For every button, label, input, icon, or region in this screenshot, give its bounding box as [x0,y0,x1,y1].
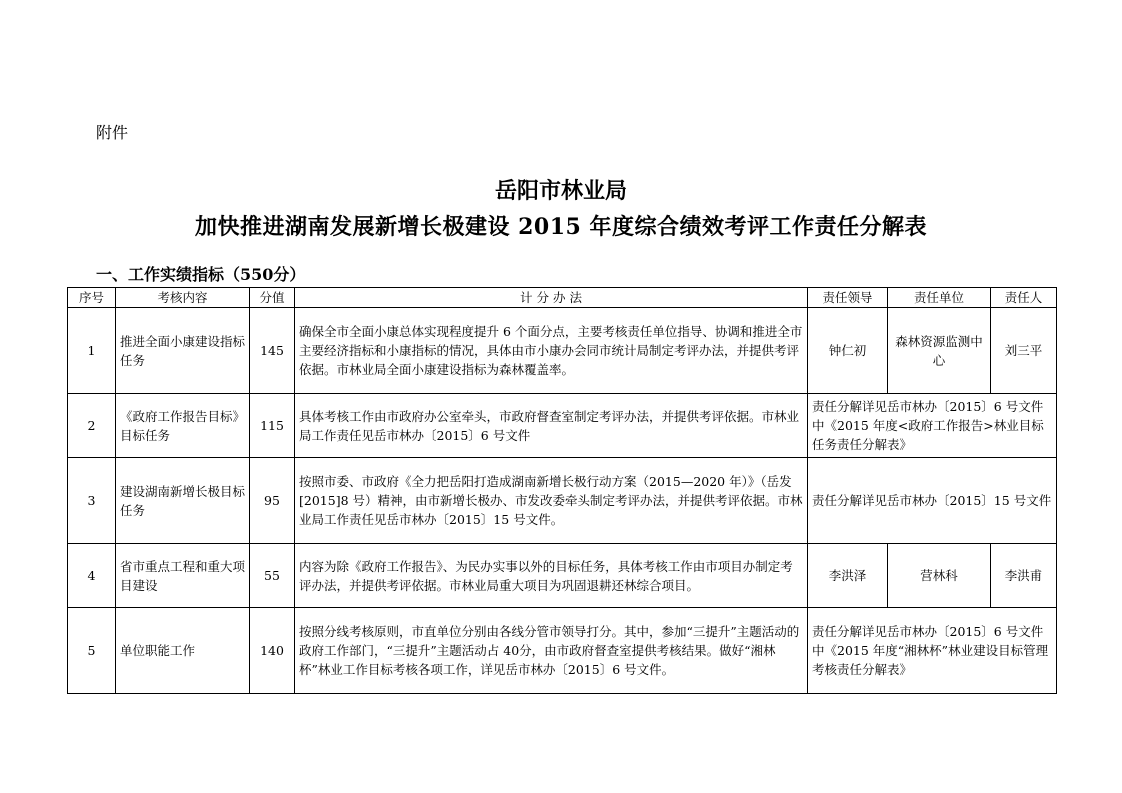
document-subtitle: 加快推进湖南发展新增长极建设 2015 年度综合绩效考评工作责任分解表 [194,214,928,240]
header-content: 考核内容 [116,288,250,308]
row-no: 2 [68,394,116,458]
table-row [68,308,1057,394]
table-row [68,458,1057,544]
row-no: 1 [68,308,116,394]
row-content: 单位职能工作 [116,608,250,694]
table-header-row [68,288,1057,308]
row-unit: 营林科 [888,544,991,608]
header-method: 计 分 办 法 [295,288,808,308]
table-row [68,544,1057,608]
row-score: 145 [250,308,295,394]
header-leader: 责任领导 [808,288,888,308]
row-score: 95 [250,458,295,544]
row-method: 具体考核工作由市政府办公室牵头，市政府督查室制定考评办法，并提供考评依据。市林业局工作责任见岳市林办〔2015〕6 号文件 [295,394,808,458]
table-row [68,608,1057,694]
row-responsibility: 责任分解详见岳市林办〔2015〕6 号文件中《2015 年度“湘林杯”林业建设目标管理考核责任分解表》 [808,608,1057,694]
row-no: 4 [68,544,116,608]
row-content: 推进全面小康建设指标任务 [116,308,250,394]
header-score: 分值 [250,288,295,308]
row-method: 确保全市全面小康总体实现程度提升 6 个面分点，主要考核责任单位指导、协调和推进全市主要经济指标和小康指标的情况，具体由市小康办会同市统计局制定考评办法，并提供考评依据。市林业局全面小康建设指标为森林覆盖率。 [295,308,808,394]
row-score: 115 [250,394,295,458]
section-heading: 一、工作实绩指标（550分） [96,265,306,284]
row-content: 《政府工作报告目标》目标任务 [116,394,250,458]
row-responsibility: 责任分解详见岳市林办〔2015〕6 号文件中《2015 年度<政府工作报告>林业目标任务责任分解表》 [808,394,1057,458]
row-content: 建设湖南新增长极目标任务 [116,458,250,544]
row-leader: 李洪泽 [808,544,888,608]
row-method: 内容为除《政府工作报告》、为民办实事以外的目标任务，具体考核工作由市项目办制定考评办法，并提供考评依据。市林业局重大项目为巩固退耕还林综合项目。 [295,544,808,608]
header-person: 责任人 [991,288,1057,308]
header-no: 序号 [68,288,116,308]
row-content: 省市重点工程和重大项目建设 [116,544,250,608]
row-method: 按照分线考核原则，市直单位分别由各线分管市领导打分。其中，参加“三提升”主题活动的政府工作部门，“三提升”主题活动占 40分，由市政府督查室提供考核结果。做好“湘林杯”林业工作目标考核各项工作，详见岳市林办〔2015〕6 号文件。 [295,608,808,694]
row-no: 5 [68,608,116,694]
row-score: 55 [250,544,295,608]
row-score: 140 [250,608,295,694]
row-responsibility: 责任分解详见岳市林办〔2015〕15 号文件 [808,458,1057,544]
row-unit: 森林资源监测中心 [888,308,991,394]
row-method: 按照市委、市政府《全力把岳阳打造成湖南新增长极行动方案（2015—2020 年）》（岳发[2015]8 号）精神，由市新增长极办、市发改委牵头制定考评办法，并提供考评依据。市林业局工作责任见岳市林办〔2015〕15 号文件。 [295,458,808,544]
table-row [68,394,1057,458]
row-person: 刘三平 [991,308,1057,394]
row-person: 李洪甫 [991,544,1057,608]
responsibility-table [67,287,1057,694]
row-leader: 钟仁初 [808,308,888,394]
header-unit: 责任单位 [888,288,991,308]
row-no: 3 [68,458,116,544]
attachment-label: 附件 [96,123,129,142]
document-title: 岳阳市林业局 [494,178,627,204]
